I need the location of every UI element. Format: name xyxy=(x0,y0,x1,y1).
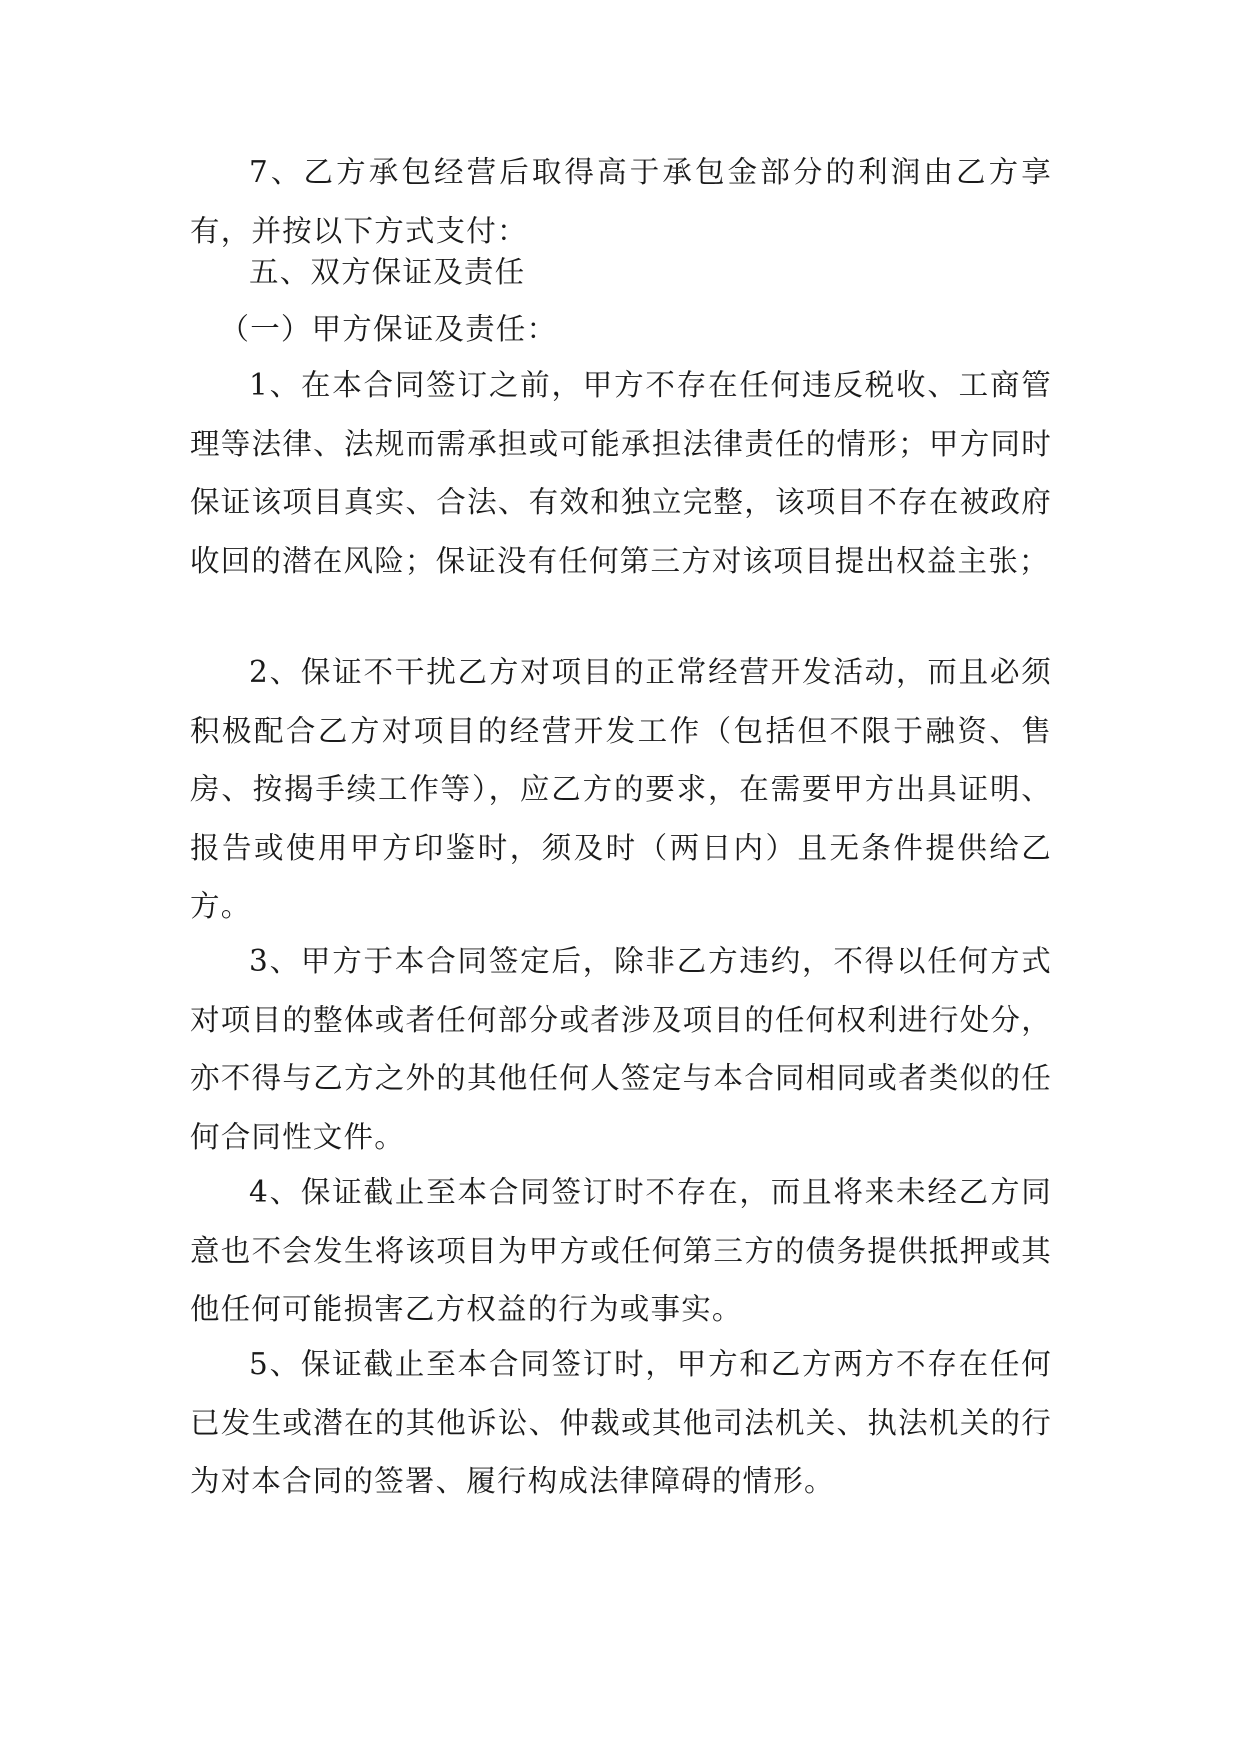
paragraph-clause-5: 5、保证截止至本合同签订时，甲方和乙方两方不存在任何已发生或潜在的其他诉讼、仲裁或其他司法机关、执法机关的行为对本合同的签署、履行构成法律障碍的情形。 xyxy=(190,1347,1052,1498)
paragraph-clause-3: 3、甲方于本合同签定后，除非乙方违约，不得以任何方式对项目的整体或者任何部分或者涉及项目的任何权利进行处分，亦不得与乙方之外的其他任何人签定与本合同相同或者类似的任何合同性文件。 xyxy=(190,944,1052,1154)
section-heading-guarantees: 五、双方保证及责任 xyxy=(249,255,526,289)
subsection-heading-party-a: （一）甲方保证及责任： xyxy=(219,312,558,346)
paragraph-clause-4: 4、保证截止至本合同签订时不存在，而且将来未经乙方同意也不会发生将该项目为甲方或任何第三方的债务提供抵押或其他任何可能损害乙方权益的行为或事实。 xyxy=(190,1175,1052,1326)
paragraph-clause-1: 1、在本合同签订之前，甲方不存在任何违反税收、工商管理等法律、法规而需承担或可能承担法律责任的情形；甲方同时保证该项目真实、合法、有效和独立完整，该项目不存在被政府收回的潜在风险；保证没有任何第三方对该项目提出权益主张； xyxy=(190,368,1052,578)
paragraph-clause-7: 7、乙方承包经营后取得高于承包金部分的利润由乙方享有，并按以下方式支付： xyxy=(190,155,1052,248)
paragraph-clause-2: 2、保证不干扰乙方对项目的正常经营开发活动，而且必须积极配合乙方对项目的经营开发工作（包括但不限于融资、售房、按揭手续工作等），应乙方的要求，在需要甲方出具证明、报告或使用甲方印鉴时，须及时（两日内）且无条件提供给乙方。 xyxy=(190,655,1052,923)
